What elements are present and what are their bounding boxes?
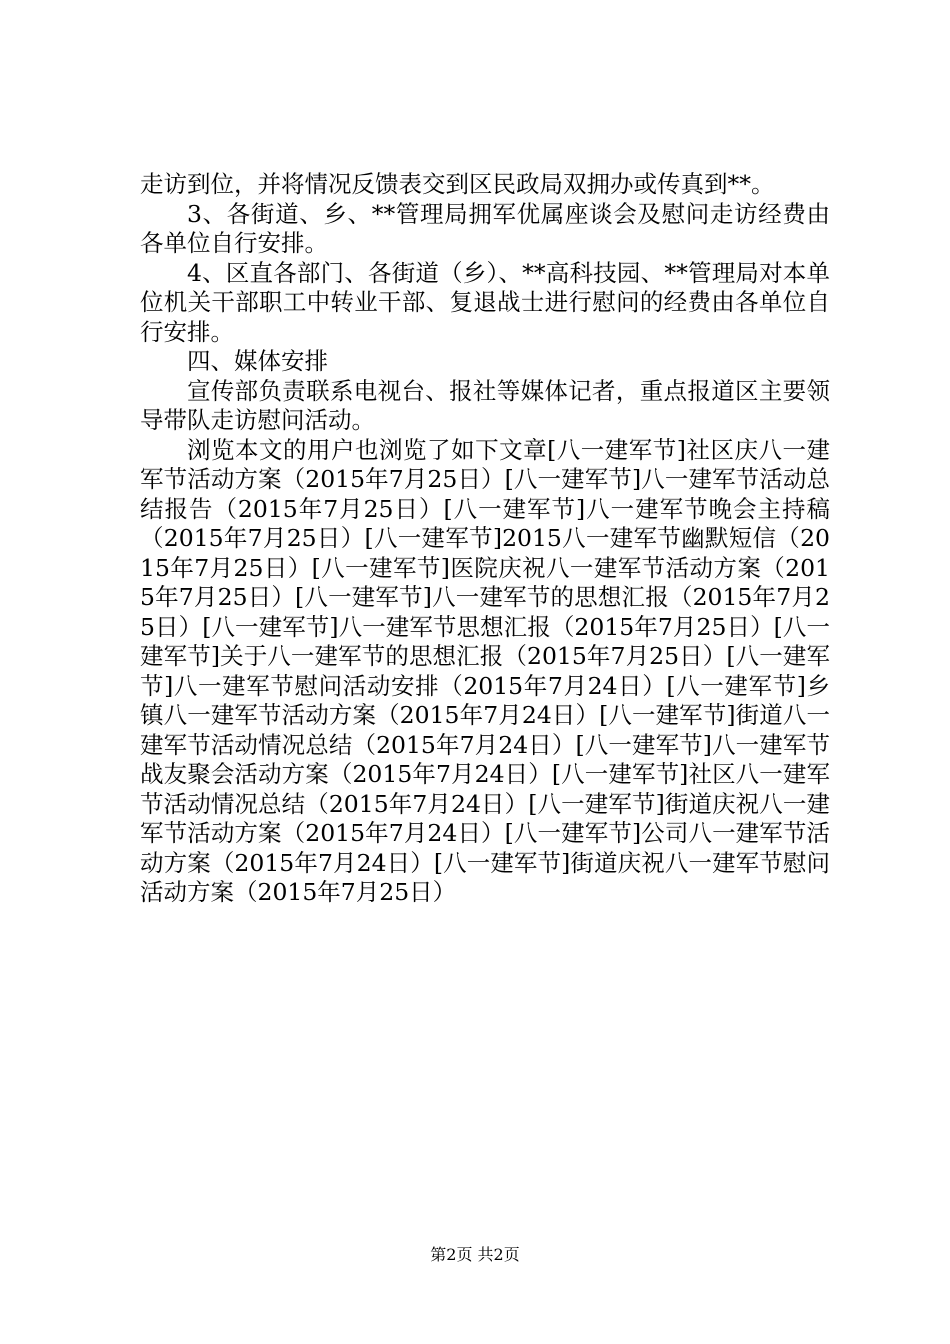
document-body — [140, 170, 830, 908]
paragraph-related-articles: 浏览本文的用户也浏览了如下文章[八一建军节]社区庆八一建军节活动方案（2015年7月25日）[八一建军节]八一建军节活动总结报告（2015年7月25日）[八一建军节]八一建军节晚会主持稿（2015年7月25日）[八一建军节]2015八一建军节幽默短信（2015年7月25日）[八一建军节]医院庆祝八一建军节活动方案（2015年7月25日）[八一建军节]八一建军节的思想汇报（2015年7月25日）[八一建军节]八一建军节思想汇报（2015年7月25日）[八一建军节]关于八一建军节的思想汇报（2015年7月25日）[八一建军节]八一建军节慰问活动安排（2015年7月24日）[八一建军节]乡镇八一建军节活动方案（2015年7月24日）[八一建军节]街道八一建军节活动情况总结（2015年7月24日）[八一建军节]八一建军节战友聚会活动方案（2015年7月24日）[八一建军节]社区八一建军节活动情况总结（2015年7月24日）[八一建军节]街道庆祝八一建军节活动方案（2015年7月24日）[八一建军节]公司八一建军节活动方案（2015年7月24日）[八一建军节]街道庆祝八一建军节慰问活动方案（2015年7月25日） — [140, 435, 830, 906]
paragraph-media: 宣传部负责联系电视台、报社等媒体记者，重点报道区主要领导带队走访慰问活动。 — [140, 376, 830, 434]
paragraph-item-4: 4、区直各部门、各街道（乡）、**高科技园、**管理局对本单位机关干部职工中转业干部、复退战士进行慰问的经费由各单位自行安排。 — [140, 258, 830, 346]
section-heading-media: 四、媒体安排 — [187, 347, 328, 375]
paragraph-continuation: 走访到位，并将情况反馈表交到区民政局双拥办或传真到**。 — [140, 170, 775, 198]
page-footer: 第2页 共2页 — [430, 1245, 520, 1264]
paragraph-item-3: 3、各街道、乡、**管理局拥军优属座谈会及慰问走访经费由各单位自行安排。 — [140, 199, 830, 257]
